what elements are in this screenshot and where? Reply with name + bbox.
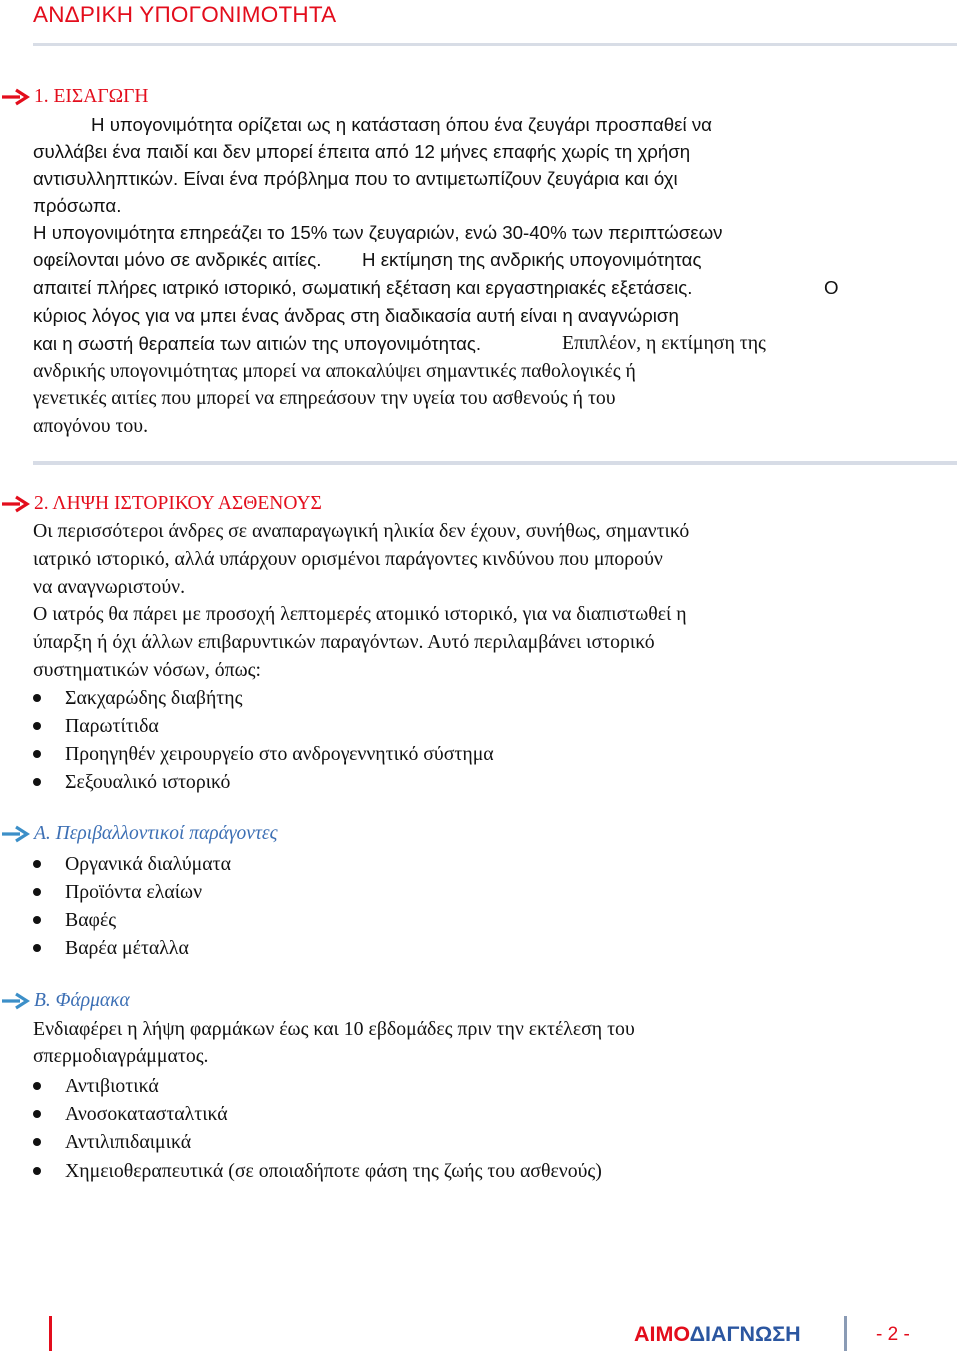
bullet-dot-icon — [33, 694, 41, 702]
section-heading-text: 2. ΛΗΨΗ ΙΣΤΟΡΙΚΟΥ ΑΣΘΕΝΟΥΣ — [34, 493, 322, 514]
bullet-dot-icon — [33, 888, 41, 896]
paragraph-line: γενετικές αιτίες που μπορεί να επηρεάσουν την υγεία του ασθενούς ή του — [33, 387, 616, 409]
list-item-text: Παρωτίτιδα — [65, 715, 159, 737]
list-item-text: Σεξουαλικό ιστορικό — [65, 771, 231, 793]
list-item — [33, 906, 116, 934]
paragraph-line: ιατρικό ιστορικό, αλλά υπάρχουν ορισμένοι παράγοντες κινδύνου που μπορούν — [33, 548, 663, 570]
list-item-text: Αντιλιπιδαιμικά — [65, 1131, 192, 1153]
paragraph-line: και η σωστή θεραπεία των αιτιών της υπογονιμότητας. — [33, 333, 482, 354]
list-item — [33, 768, 230, 796]
paragraph-line: να αναγνωριστούν. — [33, 576, 186, 598]
bullet-dot-icon — [33, 944, 41, 952]
bullet-dot-icon — [33, 1167, 41, 1175]
bullet-dot-icon — [33, 860, 41, 868]
list-item-text: Προηγηθέν χειρουργείο στο ανδρογεννητικό σύστημα — [65, 743, 494, 765]
list-item-text: Βαρέα μέταλλα — [65, 937, 189, 959]
list-item-text: Προϊόντα ελαίων — [65, 881, 203, 903]
bullet-dot-icon — [33, 1082, 41, 1090]
arrow-right-icon — [0, 84, 34, 110]
paragraph-line: απαιτεί πλήρες ιατρικό ιστορικό, σωματική εξέταση και εργαστηριακές εξετάσεις. — [33, 277, 693, 298]
paragraph-line: πρόσωπα. — [33, 195, 122, 216]
section-heading-history — [0, 491, 322, 517]
subsection-heading-environmental — [0, 821, 278, 847]
list-item — [33, 1157, 602, 1185]
section-heading-text: 1. ΕΙΣΑΓΩΓΗ — [34, 86, 149, 107]
footer-left-bar — [49, 1316, 52, 1351]
paragraph-line: Η υπογονιμότητα ορίζεται ως η κατάσταση όπου ένα ζευγάρι προσπαθεί να — [91, 114, 712, 135]
paragraph-line: οφείλονται μόνο σε ανδρικές αιτίες. — [33, 249, 322, 270]
bullet-dot-icon — [33, 722, 41, 730]
subsection-heading-text: Β. Φάρμακα — [34, 990, 130, 1011]
brand-part-2: ΔΙΑΓΝΩΣΗ — [689, 1322, 801, 1346]
footer-right-bar — [844, 1316, 847, 1351]
list-item-text: Χημειοθεραπευτικά (σε οποιαδήποτε φάση της ζωής του ασθενούς) — [65, 1160, 602, 1182]
bullet-dot-icon — [33, 778, 41, 786]
list-item — [33, 1072, 159, 1100]
arrow-right-icon — [0, 988, 34, 1014]
paragraph-line: απογόνου του. — [33, 415, 149, 437]
paragraph-line: Η εκτίμηση της ανδρικής υπογονιμότητας — [362, 249, 702, 270]
paragraph-line: συλλάβει ένα παιδί και δεν μπορεί έπειτα από 12 μήνες επαφής χωρίς τη χρήση — [33, 141, 691, 162]
page-number: - 2 - — [876, 1324, 910, 1345]
bullet-dot-icon — [33, 1110, 41, 1118]
list-item-text: Αντιβιοτικά — [65, 1075, 159, 1097]
bullet-dot-icon — [33, 916, 41, 924]
paragraph-line: ανδρικής υπογονιμότητας μπορεί να αποκαλύψει σημαντικές παθολογικές ή — [33, 360, 636, 382]
list-item — [33, 934, 189, 962]
paragraph-line: Ο — [824, 277, 839, 298]
list-item — [33, 1128, 191, 1156]
paragraph-line: Ενδιαφέρει η λήψη φαρμάκων έως και 10 εβδομάδες πριν την εκτέλεση του — [33, 1018, 635, 1040]
footer-brand — [634, 1320, 801, 1348]
arrow-right-icon — [0, 821, 34, 847]
title-divider — [33, 43, 957, 46]
list-item-text: Οργανικά διαλύματα — [65, 853, 231, 875]
section-heading-introduction — [0, 84, 148, 110]
arrow-right-icon — [0, 491, 34, 517]
paragraph-line: συστηματικών νόσων, όπως: — [33, 659, 261, 681]
subsection-heading-drugs — [0, 988, 130, 1014]
list-item — [33, 740, 494, 768]
list-item — [33, 712, 159, 740]
list-item — [33, 684, 242, 712]
paragraph-line: Η υπογονιμότητα επηρεάζει το 15% των ζευγαριών, ενώ 30-40% των περιπτώσεων — [33, 222, 723, 243]
list-item-text: Βαφές — [65, 909, 117, 931]
paragraph-line: ύπαρξη ή όχι άλλων επιβαρυντικών παραγόντων. Αυτό περιλαμβάνει ιστορικό — [33, 631, 655, 653]
paragraph-line: Οι περισσότεροι άνδρες σε αναπαραγωγική ηλικία δεν έχουν, συνήθως, σημαντικό — [33, 520, 690, 542]
bullet-dot-icon — [33, 1138, 41, 1146]
section-divider — [33, 461, 957, 465]
bullet-dot-icon — [33, 750, 41, 758]
paragraph-line: Επιπλέον, η εκτίμηση της — [562, 332, 766, 354]
brand-part-1: ΑΙΜΟ — [634, 1322, 690, 1346]
page-title: ΑΝΔΡΙΚΗ ΥΠΟΓΟΝΙΜΟΤΗΤΑ — [33, 2, 337, 27]
paragraph-line: αντισυλληπτικών. Είναι ένα πρόβλημα που το αντιμετωπίζουν ζευγάρια και όχι — [33, 168, 678, 189]
list-item-text: Σακχαρώδης διαβήτης — [65, 687, 243, 709]
paragraph-line: σπερμοδιαγράμματος. — [33, 1045, 209, 1067]
list-item — [33, 878, 202, 906]
subsection-heading-text: Α. Περιβαλλοντικοί παράγοντες — [34, 823, 278, 844]
list-item-text: Ανοσοκατασταλτικά — [65, 1103, 228, 1125]
paragraph-line: κύριος λόγος για να μπει ένας άνδρας στη διαδικασία αυτή είναι η αναγνώριση — [33, 305, 679, 326]
list-item — [33, 850, 231, 878]
list-item — [33, 1100, 228, 1128]
paragraph-line: Ο ιατρός θα πάρει με προσοχή λεπτομερές ατομικό ιστορικό, για να διαπιστωθεί η — [33, 603, 687, 625]
